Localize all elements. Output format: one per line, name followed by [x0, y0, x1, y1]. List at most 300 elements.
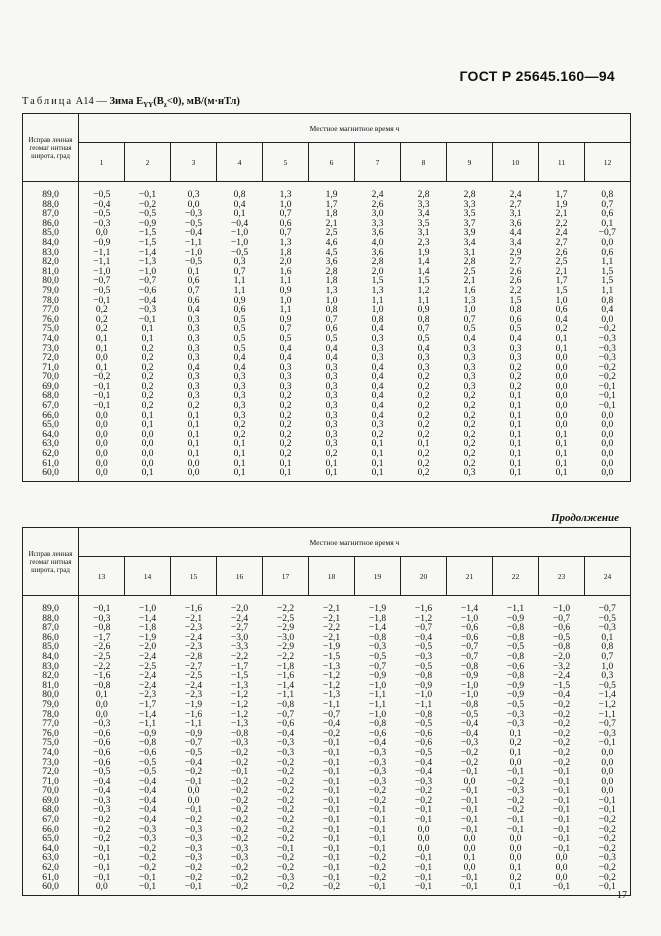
- value-cell: 0,3: [463, 362, 476, 373]
- value-cell: 0,0: [141, 449, 154, 460]
- value-cell: 0,1: [141, 420, 154, 431]
- value-cell: −0,4: [460, 719, 479, 730]
- value-cell: 4,6: [325, 237, 338, 248]
- value-cell: −0,2: [506, 776, 525, 787]
- value-cell: 0,3: [371, 420, 384, 431]
- value-cell: −0,2: [184, 872, 203, 883]
- value-cell: −0,4: [138, 815, 157, 826]
- value-cell: −2,4: [184, 632, 203, 643]
- value-cell: 0,5: [325, 333, 338, 344]
- value-cell: −0,3: [184, 853, 203, 864]
- value-cell: 1,0: [555, 295, 568, 306]
- value-cell: −0,2: [93, 834, 111, 845]
- value-cell: −0,1: [414, 863, 433, 874]
- value-cell: 0,3: [371, 343, 384, 354]
- value-cell: 0,0: [555, 863, 568, 874]
- value-cell: 0,3: [325, 410, 338, 421]
- value-cell: −0,9: [368, 671, 387, 682]
- value-cell: 0,3: [187, 381, 200, 392]
- value-cell: −0,2: [138, 853, 157, 864]
- latitude-cell: 84,0: [23, 239, 79, 249]
- value-cell: −1,5: [322, 651, 341, 662]
- value-cell: 1,9: [417, 247, 430, 258]
- value-cell: 0,5: [233, 343, 246, 354]
- value-cell: 0,0: [585, 431, 631, 441]
- value-cell: −0,3: [93, 795, 111, 806]
- value-cell: −0,1: [322, 767, 341, 778]
- value-cell: 0,1: [509, 410, 522, 421]
- value-cell: −0,8: [460, 661, 479, 672]
- value-cell: −0,9: [506, 690, 525, 701]
- value-cell: −2,2: [276, 604, 295, 614]
- value-cell: 2,1: [463, 276, 476, 287]
- value-cell: −0,2: [585, 864, 631, 874]
- value-cell: −0,5: [368, 651, 387, 662]
- value-cell: 0,2: [463, 410, 476, 421]
- latitude-cell: 62,0: [23, 864, 79, 874]
- value-cell: −1,4: [585, 691, 631, 701]
- value-cell: 0,1: [509, 439, 522, 450]
- value-cell: 1,5: [417, 276, 430, 287]
- value-cell: −0,2: [368, 853, 387, 864]
- value-cell: 0,2: [141, 381, 154, 392]
- caption-number: А14: [75, 96, 94, 107]
- latitude-cell: 63,0: [23, 854, 79, 864]
- value-cell: −0,1: [368, 824, 387, 835]
- hour-header-13: 13: [79, 557, 125, 596]
- value-cell: 0,5: [463, 324, 476, 335]
- value-cell: −0,8: [414, 709, 433, 720]
- latitude-cell: 80,0: [23, 691, 79, 701]
- value-cell: −0,1: [447, 883, 493, 895]
- value-cell: −0,2: [276, 863, 295, 874]
- value-cell: −0,2: [230, 747, 249, 758]
- value-cell: −0,1: [93, 604, 111, 614]
- value-cell: −1,0: [138, 266, 157, 277]
- value-cell: −1,6: [276, 671, 295, 682]
- value-cell: 0,0: [463, 834, 476, 845]
- value-cell: −0,8: [276, 699, 295, 710]
- value-cell: 0,3: [509, 343, 522, 354]
- value-cell: −1,3: [322, 661, 341, 672]
- value-cell: −0,2: [230, 786, 249, 797]
- value-cell: −0,1: [322, 795, 341, 806]
- value-cell: 0,6: [325, 324, 338, 335]
- value-cell: −0,7: [138, 276, 157, 287]
- value-cell: −2,4: [138, 680, 157, 691]
- value-cell: 2,6: [555, 247, 568, 258]
- hour-header-16: 16: [217, 557, 263, 596]
- hour-header-3: 3: [171, 143, 217, 182]
- value-cell: −0,4: [93, 776, 111, 787]
- value-cell: 0,8: [585, 643, 631, 653]
- value-cell: 0,0: [585, 421, 631, 431]
- value-cell: 0,3: [279, 372, 292, 383]
- latitude-cell: 61,0: [23, 874, 79, 884]
- value-cell: 0,1: [309, 469, 355, 481]
- value-cell: 1,0: [325, 295, 338, 306]
- value-cell: −0,4: [276, 728, 295, 739]
- value-cell: −0,2: [276, 834, 295, 845]
- value-cell: −0,2: [230, 795, 249, 806]
- value-cell: −0,5: [585, 615, 631, 625]
- value-cell: 0,8: [585, 297, 631, 307]
- value-cell: −3,0: [276, 632, 295, 643]
- value-cell: −2,0: [230, 604, 249, 614]
- latitude-cell: 77,0: [23, 720, 79, 730]
- caption-label: Таблица: [22, 96, 74, 107]
- value-cell: 0,7: [233, 266, 246, 277]
- value-cell: 0,4: [279, 353, 292, 364]
- value-cell: −0,6: [460, 632, 479, 643]
- value-cell: −2,4: [138, 651, 157, 662]
- value-cell: 0,1: [187, 266, 200, 277]
- value-cell: 0,2: [555, 324, 568, 335]
- value-cell: −2,2: [230, 651, 249, 662]
- value-cell: 0,3: [187, 314, 200, 325]
- value-cell: 1,7: [555, 190, 568, 200]
- value-cell: 0,2: [279, 401, 292, 412]
- value-cell: −2,4: [138, 671, 157, 682]
- value-cell: −0,1: [585, 402, 631, 412]
- value-cell: −1,8: [138, 623, 157, 634]
- value-cell: −0,5: [93, 209, 111, 220]
- value-cell: −0,3: [460, 738, 479, 749]
- value-cell: −0,2: [230, 757, 249, 768]
- value-cell: −0,1: [138, 314, 157, 325]
- value-cell: 0,2: [279, 449, 292, 460]
- latitude-cell: 74,0: [23, 749, 79, 759]
- latitude-cell: 86,0: [23, 220, 79, 230]
- value-cell: 1,0: [279, 295, 292, 306]
- value-cell: 1,1: [585, 287, 631, 297]
- value-cell: −0,1: [138, 190, 157, 200]
- value-cell: −0,1: [93, 295, 111, 306]
- value-cell: −0,3: [585, 345, 631, 355]
- value-cell: 0,1: [187, 420, 200, 431]
- value-cell: −0,3: [368, 757, 387, 768]
- value-cell: −1,4: [138, 613, 157, 624]
- value-cell: −1,4: [276, 680, 295, 691]
- value-cell: −0,1: [506, 767, 525, 778]
- value-cell: −1,2: [322, 671, 341, 682]
- value-cell: −0,5: [93, 285, 111, 296]
- value-cell: −1,6: [414, 604, 433, 614]
- value-cell: −0,2: [276, 786, 295, 797]
- value-cell: −0,1: [322, 863, 341, 874]
- value-cell: −0,9: [184, 728, 203, 739]
- value-cell: 0,0: [141, 458, 154, 469]
- value-cell: −1,7: [230, 661, 249, 672]
- value-cell: −0,2: [368, 795, 387, 806]
- value-cell: 0,7: [279, 324, 292, 335]
- value-cell: −0,8: [93, 623, 111, 634]
- value-cell: 0,4: [187, 305, 200, 316]
- value-cell: −0,5: [506, 699, 525, 710]
- value-cell: −0,3: [276, 747, 295, 758]
- value-cell: −0,2: [276, 767, 295, 778]
- value-cell: −0,2: [460, 757, 479, 768]
- value-cell: −0,1: [414, 872, 433, 883]
- value-cell: 0,0: [79, 883, 125, 895]
- value-cell: −1,0: [184, 247, 203, 258]
- value-cell: 0,3: [463, 381, 476, 392]
- value-cell: 0,1: [187, 410, 200, 421]
- value-cell: 0,0: [585, 440, 631, 450]
- value-cell: −0,9: [460, 671, 479, 682]
- value-cell: 0,2: [233, 420, 246, 431]
- value-cell: 0,2: [417, 449, 430, 460]
- value-cell: −0,1: [322, 805, 341, 816]
- value-cell: 0,0: [585, 778, 631, 788]
- caption-units: <0), мВ/(м·нТл): [166, 96, 240, 107]
- value-cell: −0,5: [93, 190, 111, 200]
- value-cell: −0,1: [539, 883, 585, 895]
- value-cell: 0,2: [141, 362, 154, 373]
- value-cell: 0,2: [463, 449, 476, 460]
- value-cell: −1,6: [184, 709, 203, 720]
- value-cell: −0,3: [585, 354, 631, 364]
- value-cell: −0,8: [506, 671, 525, 682]
- latitude-cell: 60,0: [23, 883, 79, 895]
- value-cell: −0,1: [368, 805, 387, 816]
- value-cell: −1,6: [184, 604, 203, 614]
- hour-header-10: 10: [493, 143, 539, 182]
- continuation-label: Продолжение: [550, 512, 619, 524]
- data-table-hours-13-24: [22, 527, 631, 896]
- value-cell: −0,2: [230, 815, 249, 826]
- value-cell: 0,2: [141, 353, 154, 364]
- value-cell: −0,2: [585, 835, 631, 845]
- value-cell: −0,2: [506, 795, 525, 806]
- value-cell: −1,0: [552, 604, 571, 614]
- value-cell: −1,1: [276, 690, 295, 701]
- value-cell: −0,5: [506, 642, 525, 653]
- value-cell: −1,1: [506, 604, 525, 614]
- value-cell: 0,2: [371, 429, 384, 440]
- value-cell: 0,3: [187, 391, 200, 402]
- latitude-cell: 65,0: [23, 421, 79, 431]
- value-cell: 0,3: [233, 401, 246, 412]
- value-cell: −0,3: [184, 834, 203, 845]
- value-cell: 0,0: [585, 759, 631, 769]
- value-cell: 0,2: [509, 381, 522, 392]
- value-cell: −0,2: [552, 719, 571, 730]
- value-cell: −0,2: [552, 757, 571, 768]
- value-cell: −0,2: [414, 786, 433, 797]
- value-cell: 0,0: [585, 469, 631, 481]
- value-cell: 1,1: [279, 276, 292, 287]
- value-cell: −0,3: [276, 872, 295, 883]
- value-cell: −0,1: [552, 834, 571, 845]
- value-cell: −1,4: [460, 604, 479, 614]
- latitude-cell: 66,0: [23, 826, 79, 836]
- hour-header-14: 14: [125, 557, 171, 596]
- value-cell: 0,1: [141, 333, 154, 344]
- value-cell: 0,2: [279, 429, 292, 440]
- latitude-cell: 71,0: [23, 364, 79, 374]
- value-cell: −0,6: [138, 747, 157, 758]
- value-cell: −2,2: [276, 651, 295, 662]
- latitude-cell: 68,0: [23, 806, 79, 816]
- value-cell: 0,1: [233, 458, 246, 469]
- value-cell: 0,2: [509, 362, 522, 373]
- value-cell: −2,4: [184, 680, 203, 691]
- value-cell: −1,7: [93, 632, 111, 643]
- value-cell: 0,3: [463, 343, 476, 354]
- value-cell: 0,1: [509, 429, 522, 440]
- value-cell: 0,0: [585, 450, 631, 460]
- value-cell: 0,2: [509, 372, 522, 383]
- value-cell: −1,1: [184, 237, 203, 248]
- value-cell: −0,2: [230, 834, 249, 845]
- hour-header-12: 12: [585, 143, 631, 182]
- value-cell: 3,0: [371, 209, 384, 220]
- table-caption: [22, 96, 240, 109]
- value-cell: 3,6: [509, 218, 522, 229]
- value-cell: 0,2: [463, 401, 476, 412]
- value-cell: 0,3: [233, 381, 246, 392]
- value-cell: 0,2: [187, 401, 200, 412]
- value-cell: −0,3: [368, 747, 387, 758]
- value-cell: 0,0: [79, 469, 125, 481]
- value-cell: 0,7: [279, 209, 292, 220]
- value-cell: 0,0: [95, 420, 108, 431]
- value-cell: −0,1: [552, 786, 571, 797]
- value-cell: −0,3: [184, 824, 203, 835]
- value-cell: −0,3: [184, 843, 203, 854]
- value-cell: −2,3: [184, 642, 203, 653]
- value-cell: −0,2: [93, 815, 111, 826]
- latitude-cell: 82,0: [23, 672, 79, 682]
- value-cell: −0,5: [552, 632, 571, 643]
- value-cell: −0,5: [138, 767, 157, 778]
- value-cell: 3,3: [417, 199, 430, 210]
- value-cell: −0,3: [93, 613, 111, 624]
- value-cell: 0,7: [187, 285, 200, 296]
- value-cell: −0,2: [552, 747, 571, 758]
- value-cell: 0,3: [187, 333, 200, 344]
- value-cell: 0,2: [279, 439, 292, 450]
- value-cell: −0,2: [585, 373, 631, 383]
- value-cell: 0,0: [95, 439, 108, 450]
- value-cell: 3,5: [463, 209, 476, 220]
- value-cell: 1,7: [325, 199, 338, 210]
- value-cell: 0,7: [325, 314, 338, 325]
- value-cell: 0,0: [555, 391, 568, 402]
- value-cell: 0,3: [371, 333, 384, 344]
- value-cell: −0,1: [506, 815, 525, 826]
- value-cell: −0,4: [460, 728, 479, 739]
- value-cell: −0,3: [138, 824, 157, 835]
- value-cell: −0,3: [368, 776, 387, 787]
- value-cell: −0,2: [585, 364, 631, 374]
- hour-header-20: 20: [401, 557, 447, 596]
- value-cell: 0,1: [95, 690, 108, 701]
- value-cell: 2,3: [417, 237, 430, 248]
- value-cell: −0,5: [184, 218, 203, 229]
- value-cell: −1,1: [322, 699, 341, 710]
- value-cell: 1,7: [555, 276, 568, 287]
- value-cell: 1,3: [325, 285, 338, 296]
- value-cell: 2,4: [555, 228, 568, 239]
- value-cell: 3,6: [325, 257, 338, 268]
- value-cell: −2,5: [93, 651, 111, 662]
- latitude-cell: 74,0: [23, 335, 79, 345]
- value-cell: −0,6: [93, 738, 111, 749]
- latitude-cell: 65,0: [23, 835, 79, 845]
- value-cell: 3,3: [371, 218, 384, 229]
- value-cell: 0,5: [509, 324, 522, 335]
- value-cell: 0,2: [463, 429, 476, 440]
- value-cell: −0,1: [460, 824, 479, 835]
- value-cell: −0,4: [138, 776, 157, 787]
- value-cell: 0,0: [585, 316, 631, 326]
- value-cell: 0,3: [233, 410, 246, 421]
- value-cell: −2,2: [93, 661, 111, 672]
- value-cell: 0,0: [95, 699, 108, 710]
- table-row: [23, 883, 631, 895]
- value-cell: −1,8: [276, 661, 295, 672]
- value-cell: 0,7: [279, 228, 292, 239]
- value-cell: 0,3: [325, 439, 338, 450]
- value-cell: −0,4: [138, 295, 157, 306]
- value-cell: −2,2: [322, 623, 341, 634]
- value-cell: 2,0: [279, 257, 292, 268]
- value-cell: 4,0: [371, 237, 384, 248]
- value-cell: 2,8: [325, 266, 338, 277]
- value-cell: −0,5: [414, 642, 433, 653]
- value-cell: −0,9: [138, 218, 157, 229]
- value-cell: 0,1: [125, 469, 171, 481]
- value-cell: 1,2: [417, 285, 430, 296]
- value-cell: 0,3: [509, 353, 522, 364]
- value-cell: 0,3: [187, 324, 200, 335]
- value-cell: 2,5: [555, 257, 568, 268]
- value-cell: 3,4: [417, 209, 430, 220]
- value-cell: −0,1: [322, 747, 341, 758]
- value-cell: 3,5: [417, 218, 430, 229]
- value-cell: −0,1: [460, 767, 479, 778]
- value-cell: −0,2: [230, 805, 249, 816]
- value-cell: −0,1: [93, 863, 111, 874]
- value-cell: −3,3: [230, 642, 249, 653]
- hour-header-22: 22: [493, 557, 539, 596]
- value-cell: 3,7: [463, 218, 476, 229]
- caption-dash: —: [96, 96, 107, 107]
- value-cell: 0,0: [555, 372, 568, 383]
- value-cell: 0,0: [555, 401, 568, 412]
- value-cell: −0,1: [322, 738, 341, 749]
- value-cell: −0,2: [138, 863, 157, 874]
- latitude-cell: 60,0: [23, 469, 79, 481]
- latitude-cell: 87,0: [23, 210, 79, 220]
- value-cell: −0,5: [460, 709, 479, 720]
- value-cell: 0,4: [585, 306, 631, 316]
- value-cell: −3,2: [552, 661, 571, 672]
- value-cell: 0,4: [233, 353, 246, 364]
- value-cell: −0,3: [414, 776, 433, 787]
- value-cell: −0,1: [552, 843, 571, 854]
- value-cell: −0,3: [585, 854, 631, 864]
- value-cell: 0,6: [509, 314, 522, 325]
- value-cell: −0,1: [585, 392, 631, 402]
- value-cell: −1,3: [230, 719, 249, 730]
- value-cell: −0,3: [585, 730, 631, 740]
- value-cell: 0,9: [279, 285, 292, 296]
- value-cell: −0,3: [414, 651, 433, 662]
- value-cell: −0,8: [230, 728, 249, 739]
